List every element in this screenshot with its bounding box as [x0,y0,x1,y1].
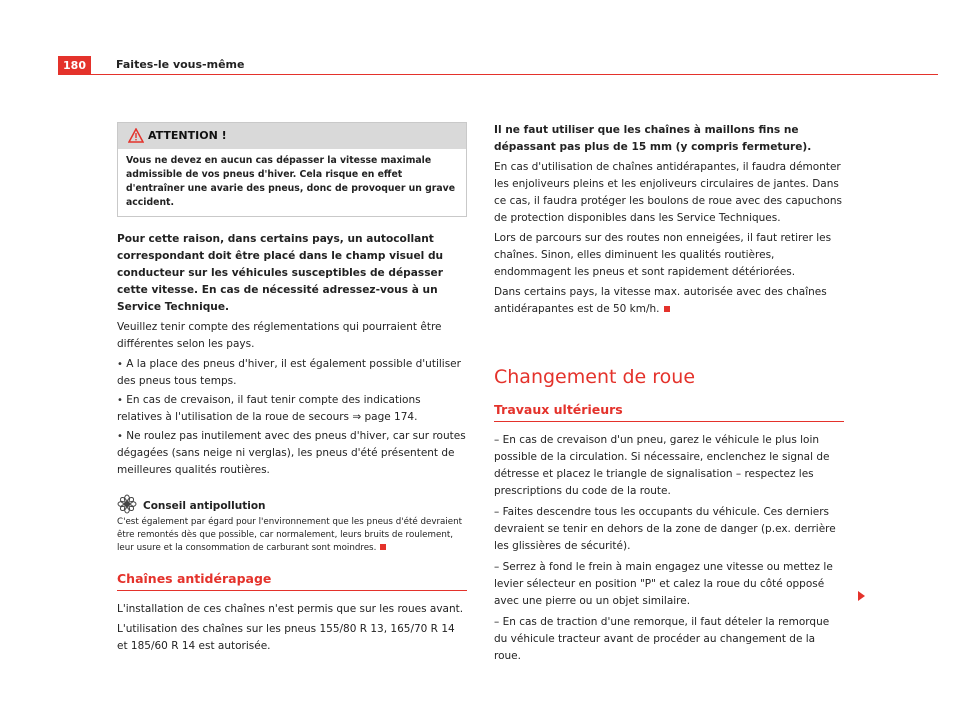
hubcaps-para: En cas d'utilisation de chaînes antidérapantes, il faudra démonter les enjoliveurs pleins et les enjoliveurs circulaires de jantes. Dans ce cas, il faudra protéger les boulons de roue avec des capuchons de protection disponibles dans les Service Techniques. [494,161,842,224]
bullet-symbol: • [117,431,123,442]
chains-para-1: L'installation de ces chaînes n'est permis que sur les roues avant. [117,603,464,615]
chains-heading: Chaînes antidérapage [117,571,467,591]
sticker-notice: Pour cette raison, dans certains pays, un autocollant correspondant doit être placé dans le champ visuel du conducteur sur les véhicules susceptibles de dépasser cette vitesse. En cas de nécessité adressez-vous à un Service Technique. [117,233,444,313]
right-column [494,122,844,669]
bullet-item [117,428,467,479]
chains-size-notice: Il ne faut utiliser que les chaînes à maillons fins ne dépassant pas plus de 15 mm (y compris fermeture). [494,124,812,153]
bullet-item [117,392,467,426]
page-number: 180 [58,56,91,75]
attention-header [118,123,466,149]
dash-symbol: – [494,506,500,518]
dash-item [494,432,844,500]
page-header [58,56,938,78]
bullet-text: A la place des pneus d'hiver, il est également possible d'utiliser des pneus tous temps. [117,358,461,387]
chains-para-2: L'utilisation des chaînes sur les pneus 155/80 R 13, 165/70 R 14 et 185/60 R 14 est autorisée. [117,623,455,652]
environment-title: Conseil antipollution [143,500,266,512]
end-of-section-marker [380,544,386,550]
dash-symbol: – [494,434,500,446]
bullet-symbol: • [117,359,123,370]
section-title: Changement de roue [494,366,696,388]
continue-arrow-icon [858,591,865,601]
subheading: Travaux ultérieurs [494,402,844,422]
left-column [117,122,467,658]
dash-text: En cas de crevaison d'un pneu, garez le véhicule le plus loin possible de la circulation. Si nécessaire, enclenchez le signal de détresse et placez le triangle de signalisation – respectez les prescriptions du code de la route. [494,434,830,497]
dash-item [494,614,844,665]
speed-limit-para [494,284,844,318]
end-of-section-marker [664,306,670,312]
bullet-symbol: • [117,395,123,406]
environment-text-body: C'est également par égard pour l'environnement que les pneus d'été devraient être remontés dès que possible, car normalement, leurs bruits de roulement, leur usure et la consommation de carburant sont moindres. [117,517,463,553]
attention-text: Vous ne devez en aucun cas dépasser la vitesse maximale admissible de vos pneus d'hiver. Cela risque en effet d'entraîner une avarie des pneus, donc de provoquer un grave accident. [126,155,456,208]
dash-text: Faites descendre tous les occupants du véhicule. Ces derniers devraient se tenir en dehors de la zone de danger (p.ex. derrière les glissières de sécurité). [494,506,836,552]
flower-icon [117,494,137,514]
header-rule [91,74,938,75]
dash-item [494,504,844,555]
dash-symbol: – [494,616,500,628]
bullet-text: Ne roulez pas inutilement avec des pneus d'hiver, car sur routes dégagées (sans neige ni verglas), les pneus d'été présentent de meilleures qualités routières. [117,430,466,476]
bullet-item [117,356,467,390]
dash-text: Serrez à fond le frein à main engagez une vitesse ou mettez le levier sélecteur en position "P" et calez la roue du côté opposé avec une pierre ou un objet similaire. [494,561,833,607]
attention-title: ATTENTION ! [148,129,227,142]
dash-item [494,559,844,610]
bullet-text: En cas de crevaison, il faut tenir compte des indications relatives à l'utilisation de la roue de secours ⇒ page 174. [117,394,421,423]
environment-text [117,516,467,555]
environment-header [117,494,467,514]
remove-chains-para: Lors de parcours sur des routes non enneigées, il faut retirer les chaînes. Sinon, elles diminuent les qualités routières, endommagent les pneus et sont rapidement détériorées. [494,232,832,278]
chapter-title: Faites-le vous-même [116,58,245,71]
speed-limit-text: Dans certains pays, la vitesse max. autorisée avec des chaînes antidérapantes est de 50 km/h. [494,286,827,315]
warning-triangle-icon [128,128,144,143]
dash-symbol: – [494,561,500,573]
attention-box [117,122,467,217]
dash-text: En cas de traction d'une remorque, il faut dételer la remorque du véhicule tracteur avant de procéder au changement de la roue. [494,616,830,662]
regulations-para: Veuillez tenir compte des réglementations qui pourraient être différentes selon les pays. [117,321,442,350]
